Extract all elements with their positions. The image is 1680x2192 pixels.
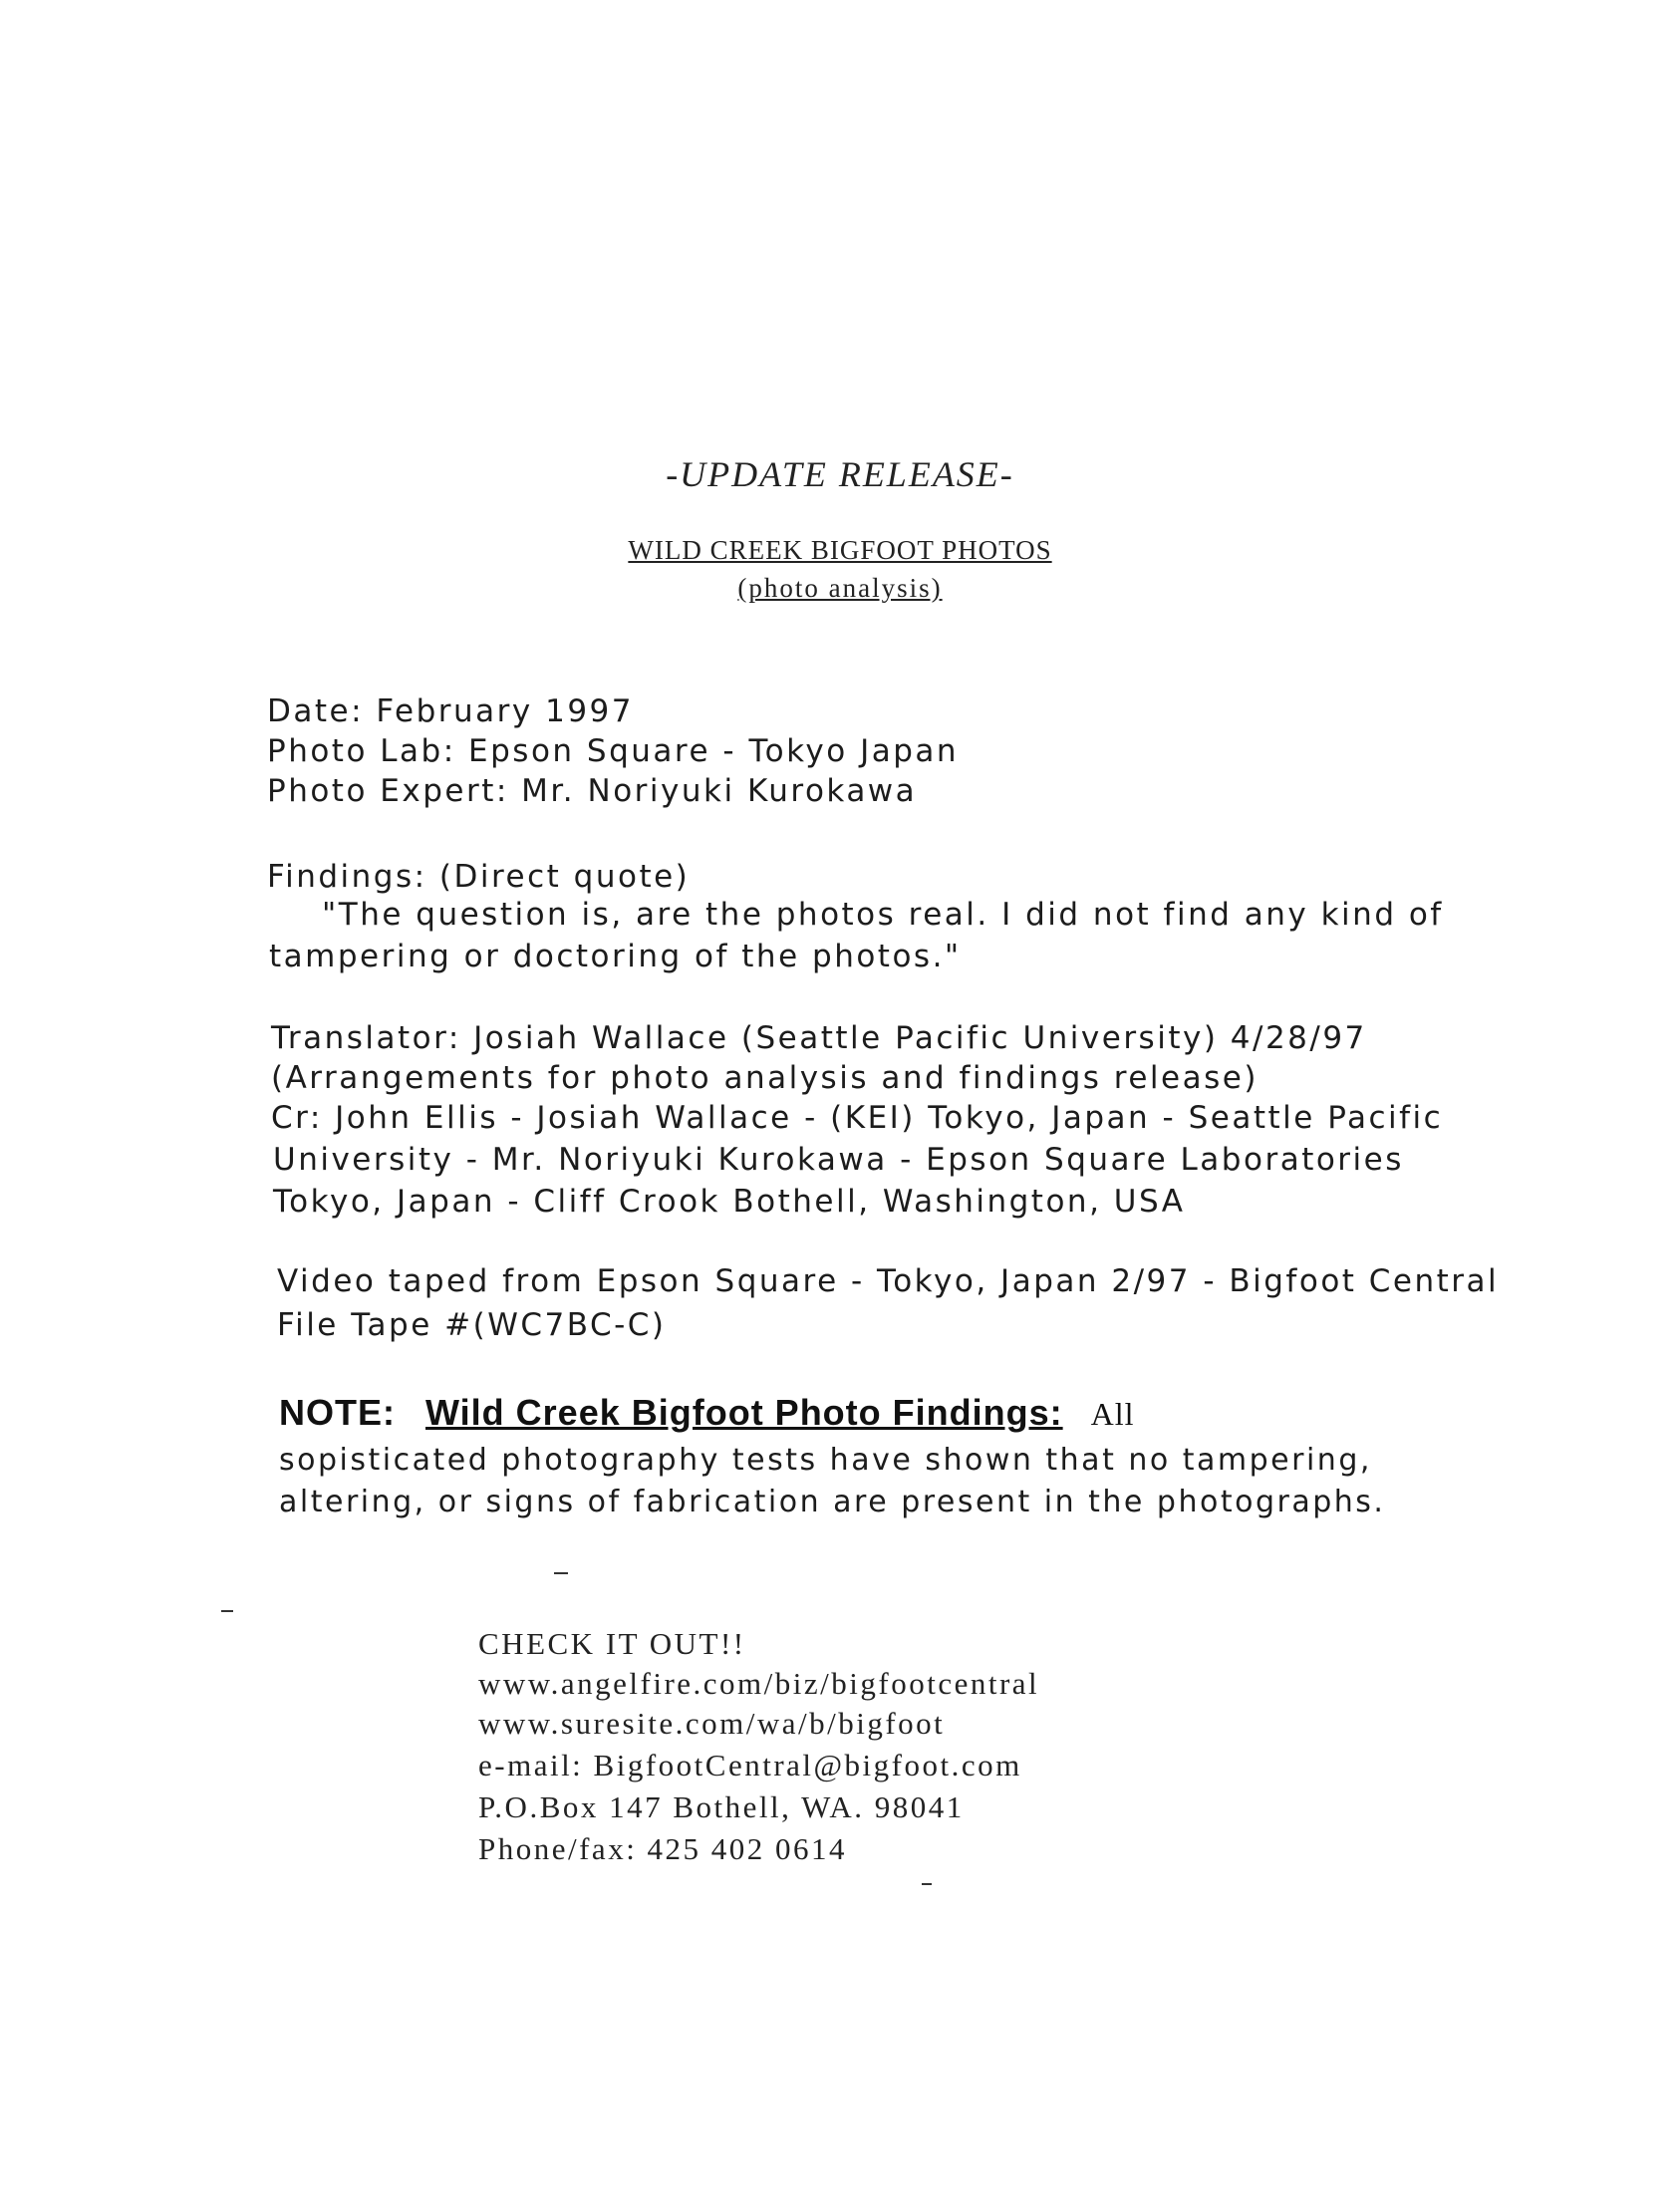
credits-line: University - Mr. Noriyuki Kurokawa - Epson Square Laboratories (273, 1142, 1404, 1178)
note-line (279, 1392, 1135, 1434)
scan-speck (554, 1572, 568, 1574)
note-body-line: sopisticated photography tests have shown that no tampering, (279, 1443, 1372, 1478)
document-subject: WILD CREEK BIGFOOT PHOTOS (628, 535, 1052, 565)
note-label: NOTE: (279, 1392, 396, 1433)
findings-quote-line: "The question is, are the photos real. I did not find any kind of (322, 897, 1444, 933)
scan-speck (922, 1883, 932, 1885)
contact-url: www.suresite.com/wa/b/bigfoot (478, 1706, 946, 1741)
arrangements-line: (Arrangements for photo analysis and findings release) (271, 1060, 1259, 1096)
credits-line: Tokyo, Japan - Cliff Crook Bothell, Washington, USA (273, 1184, 1186, 1220)
contact-phone: Phone/fax: 425 402 0614 (478, 1831, 848, 1866)
contact-address: P.O.Box 147 Bothell, WA. 98041 (478, 1789, 965, 1824)
findings-heading: Findings: (Direct quote) (267, 859, 691, 895)
translator-line: Translator: Josiah Wallace (Seattle Pacific University) 4/28/97 (271, 1020, 1367, 1056)
video-line: File Tape #(WC7BC-C) (277, 1307, 667, 1343)
note-tail: All (1090, 1396, 1135, 1432)
document-subtitle: (photo analysis) (737, 573, 943, 603)
video-line: Video taped from Epson Square - Tokyo, Japan 2/97 - Bigfoot Central (277, 1263, 1500, 1299)
contact-url: www.angelfire.com/biz/bigfootcentral (478, 1666, 1040, 1701)
date-line: Date: February 1997 (267, 693, 635, 729)
photo-expert-line: Photo Expert: Mr. Noriyuki Kurokawa (267, 773, 918, 809)
photo-lab-line: Photo Lab: Epson Square - Tokyo Japan (267, 733, 960, 769)
release-title: -UPDATE RELEASE- (666, 454, 1014, 494)
contact-email: e-mail: BigfootCentral@bigfoot.com (478, 1748, 1022, 1782)
credits-line: Cr: John Ellis - Josiah Wallace - (KEI) Tokyo, Japan - Seattle Pacific (271, 1100, 1444, 1136)
contact-heading: CHECK IT OUT!! (478, 1626, 746, 1661)
scan-speck (221, 1610, 233, 1612)
note-body-line: altering, or signs of fabrication are present in the photographs. (279, 1485, 1386, 1519)
findings-quote-line: tampering or doctoring of the photos." (269, 939, 962, 974)
note-headline: Wild Creek Bigfoot Photo Findings: (425, 1392, 1063, 1433)
